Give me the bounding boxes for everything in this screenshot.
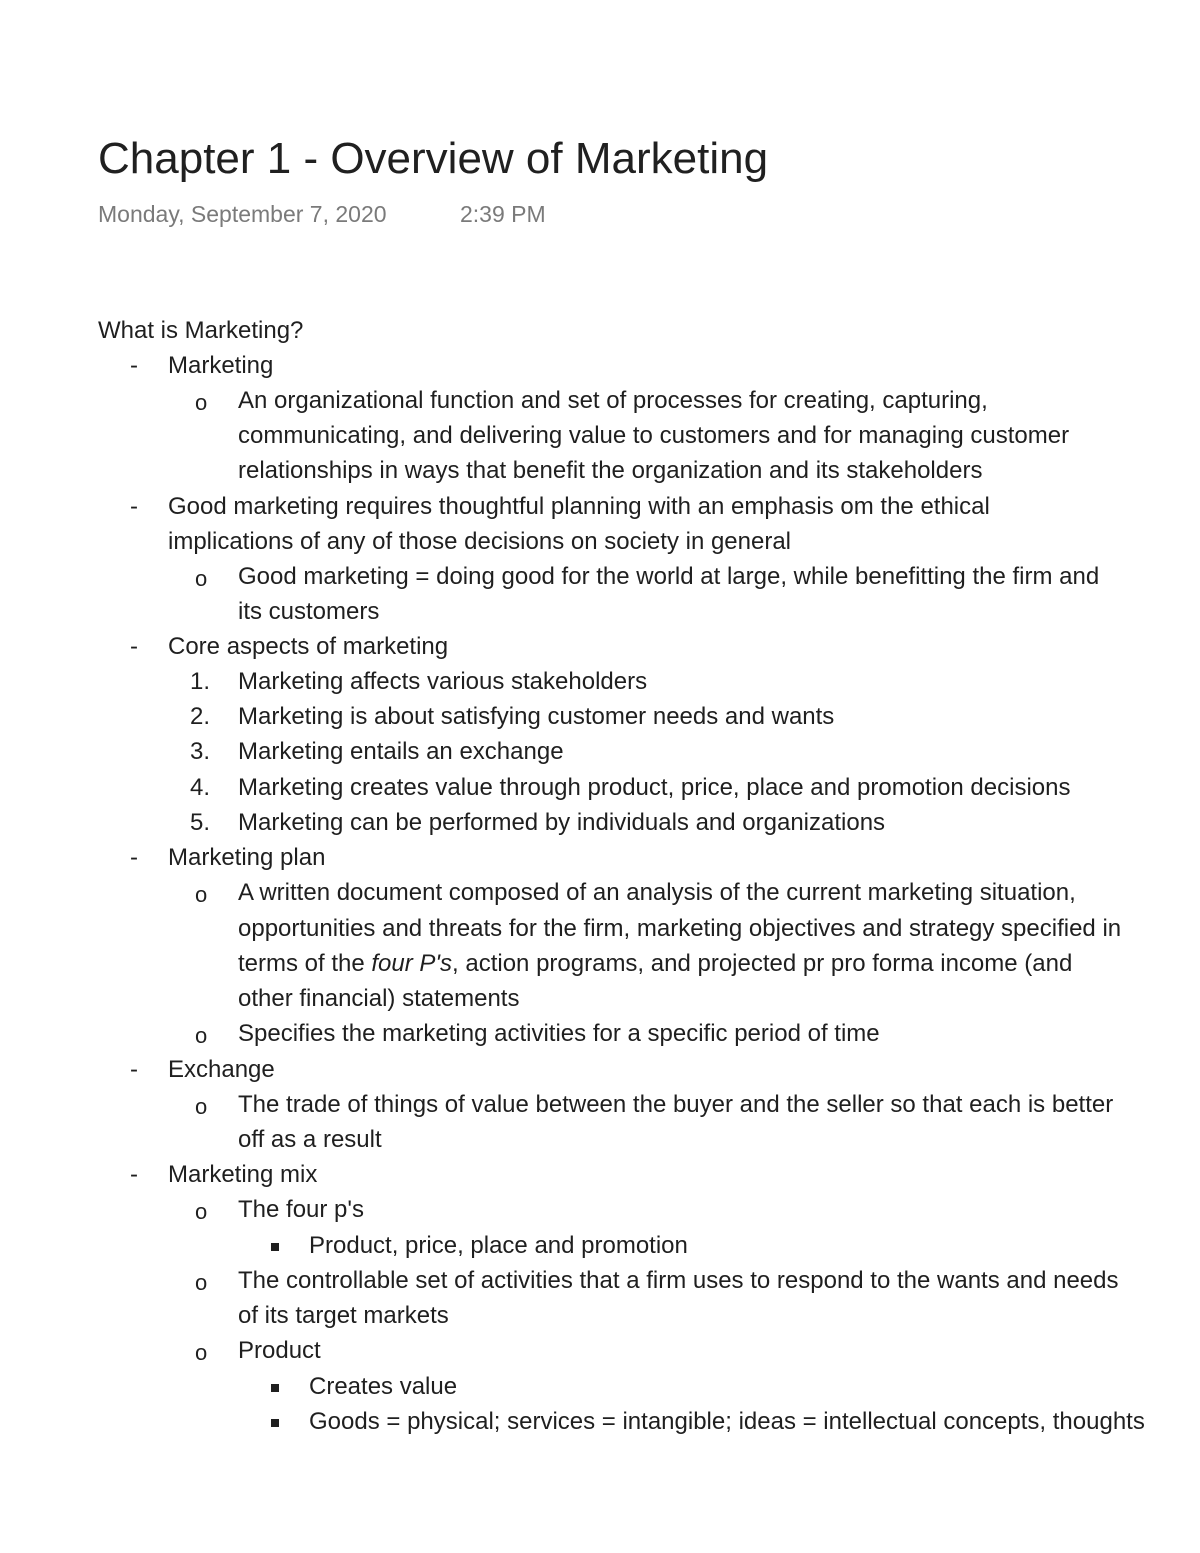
list-item: Specifies the marketing activities for a specific period of time bbox=[238, 1020, 880, 1047]
dash-bullet: - bbox=[130, 844, 138, 871]
list-item-continued bbox=[238, 946, 1072, 981]
list-item-continued: its customers bbox=[238, 598, 380, 625]
dash-bullet: - bbox=[130, 493, 138, 520]
list-item: An organizational function and set of processes for creating, capturing, bbox=[238, 387, 988, 414]
list-item: Marketing plan bbox=[168, 844, 326, 871]
list-item: Core aspects of marketing bbox=[168, 633, 449, 660]
page-title: Chapter 1 - Overview of Marketing bbox=[98, 134, 769, 183]
dash-bullet: - bbox=[130, 1056, 138, 1083]
list-item: Creates value bbox=[309, 1373, 458, 1400]
list-item: Good marketing = doing good for the world at large, while benefitting the firm and bbox=[238, 563, 1100, 590]
square-bullet-icon bbox=[271, 1243, 279, 1251]
circle-bullet: o bbox=[195, 390, 208, 415]
section-heading: What is Marketing? bbox=[98, 317, 304, 344]
dash-bullet: - bbox=[130, 633, 138, 660]
list-item: A written document composed of an analysis of the current marketing situation, bbox=[238, 879, 1076, 906]
list-item: Exchange bbox=[168, 1056, 275, 1083]
number-marker: 3. bbox=[189, 738, 210, 765]
note-date: Monday, September 7, 2020 bbox=[98, 201, 387, 227]
circle-bullet: o bbox=[195, 1340, 208, 1365]
list-item-continued: of its target markets bbox=[238, 1302, 449, 1329]
numbered-item: Marketing affects various stakeholders bbox=[238, 668, 648, 695]
number-marker: 4. bbox=[189, 774, 210, 801]
list-item: Product, price, place and promotion bbox=[309, 1232, 688, 1259]
list-item: The trade of things of value between the buyer and the seller so that each is better bbox=[238, 1091, 1114, 1118]
numbered-item: Marketing entails an exchange bbox=[238, 738, 564, 765]
list-item-continued: other financial) statements bbox=[238, 985, 520, 1012]
list-item: Marketing mix bbox=[168, 1161, 318, 1188]
list-item-continued: relationships in ways that benefit the organization and its stakeholders bbox=[238, 457, 983, 484]
text-run: terms of the bbox=[238, 950, 372, 977]
circle-bullet: o bbox=[195, 1094, 208, 1119]
dash-bullet: - bbox=[130, 1161, 138, 1188]
list-item: Product bbox=[238, 1337, 321, 1364]
circle-bullet: o bbox=[195, 566, 208, 591]
list-item-continued: off as a result bbox=[238, 1126, 382, 1153]
list-item: The four p's bbox=[238, 1196, 364, 1223]
list-item: Marketing bbox=[168, 352, 274, 379]
circle-bullet: o bbox=[195, 1270, 208, 1295]
list-item-continued: opportunities and threats for the firm, marketing objectives and strategy specified in bbox=[238, 915, 1122, 942]
list-item: The controllable set of activities that a firm uses to respond to the wants and needs bbox=[238, 1267, 1119, 1294]
circle-bullet: o bbox=[195, 882, 208, 907]
numbered-item: Marketing can be performed by individuals and organizations bbox=[238, 809, 886, 836]
list-item-continued: implications of any of those decisions on society in general bbox=[168, 528, 792, 555]
circle-bullet: o bbox=[195, 1023, 208, 1048]
numbered-item: Marketing is about satisfying customer needs and wants bbox=[238, 703, 835, 730]
number-marker: 5. bbox=[189, 809, 210, 836]
list-item: Good marketing requires thoughtful planning with an emphasis om the ethical bbox=[168, 493, 990, 520]
dash-bullet: - bbox=[130, 352, 138, 379]
list-item-continued: communicating, and delivering value to customers and for managing customer bbox=[238, 422, 1070, 449]
number-marker: 1. bbox=[189, 668, 210, 695]
text-run: , action programs, and projected pr pro forma income (and bbox=[452, 950, 1073, 977]
numbered-item: Marketing creates value through product, price, place and promotion decisions bbox=[238, 774, 1071, 801]
italic-term: four P's bbox=[371, 950, 453, 977]
list-item: Goods = physical; services = intangible; ideas = intellectual concepts, thoughts bbox=[309, 1408, 1145, 1435]
number-marker: 2. bbox=[189, 703, 210, 730]
square-bullet-icon bbox=[271, 1419, 279, 1427]
note-time: 2:39 PM bbox=[460, 201, 546, 227]
circle-bullet: o bbox=[195, 1199, 208, 1224]
square-bullet-icon bbox=[271, 1384, 279, 1392]
